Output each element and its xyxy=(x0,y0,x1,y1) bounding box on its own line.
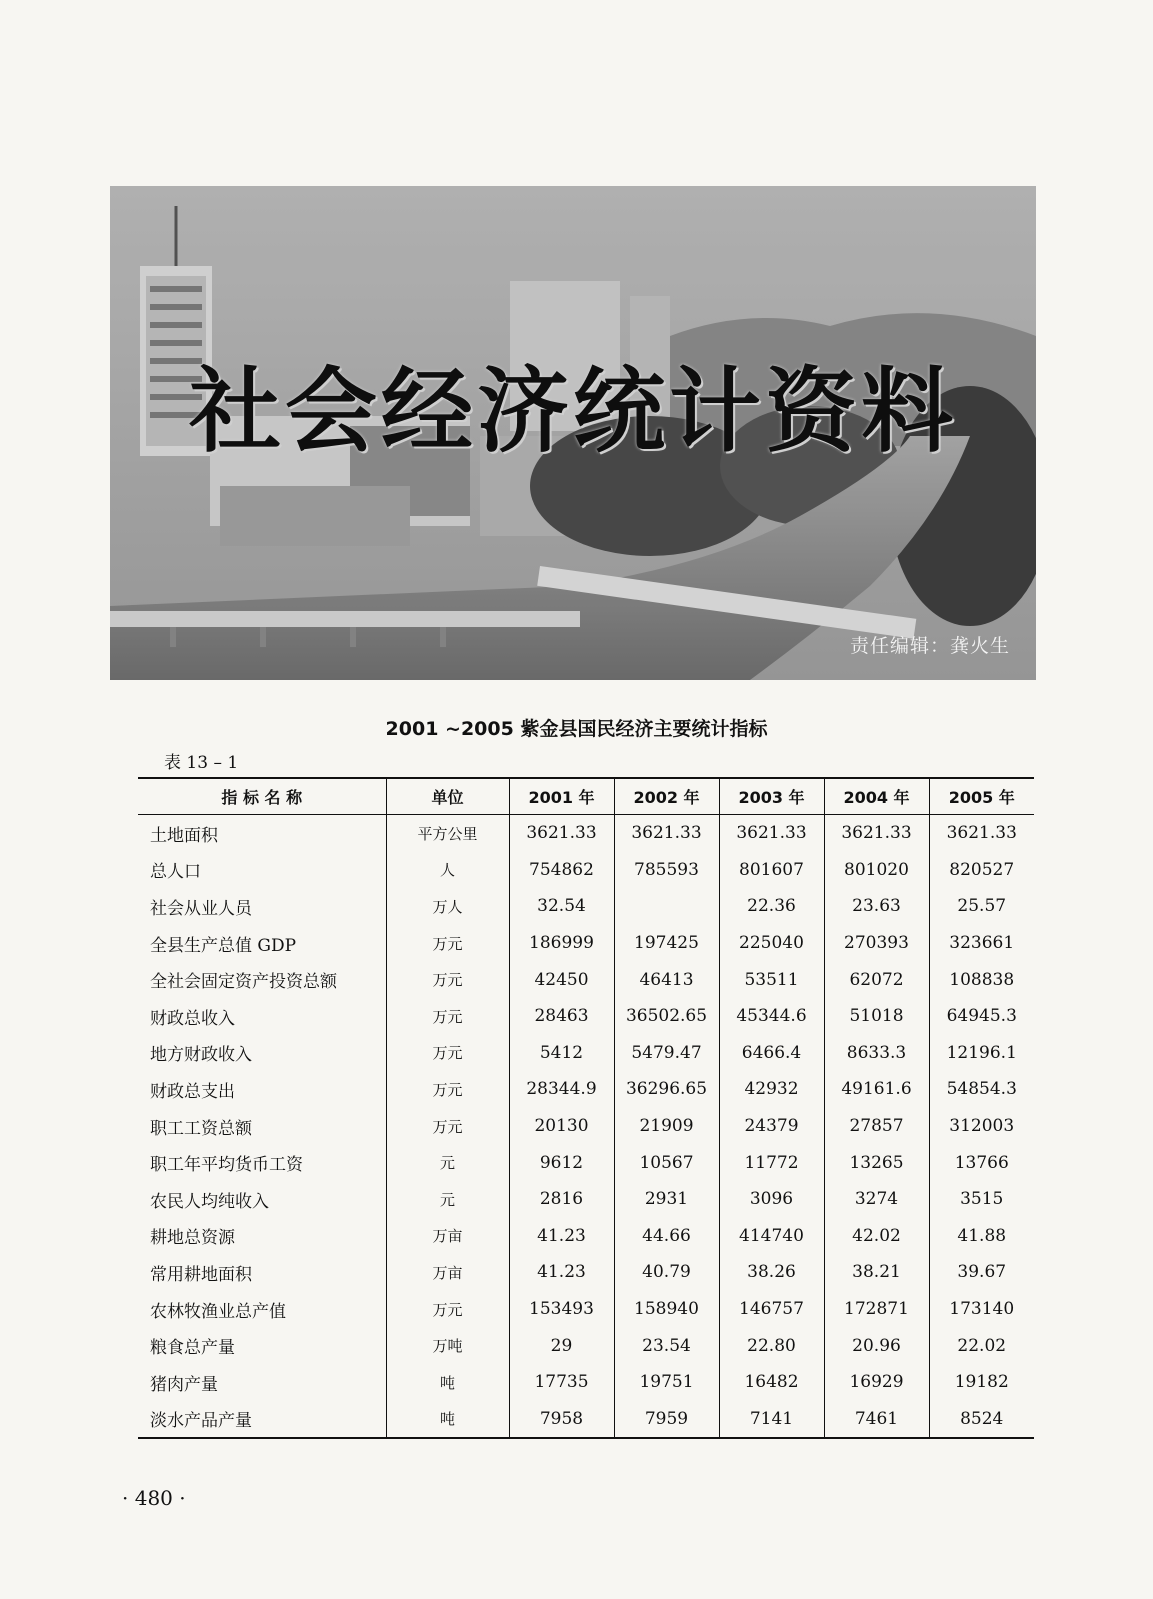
cell-value-2003: 3096 xyxy=(719,1181,824,1218)
cell-indicator-name: 财政总收入 xyxy=(150,1008,235,1029)
cell-unit: 元 xyxy=(386,1181,509,1218)
cell-indicator-name: 总人口 xyxy=(150,862,201,883)
table-row xyxy=(138,1144,1034,1181)
cell-value-2004: 23.63 xyxy=(824,888,929,925)
cell-value-2003: 42932 xyxy=(719,1071,824,1108)
cell-value-2002: 785593 xyxy=(614,852,719,889)
table-row xyxy=(138,1291,1034,1328)
table-row xyxy=(138,815,1034,852)
cell-value-2001: 153493 xyxy=(509,1291,614,1328)
cell-unit: 万元 xyxy=(386,1291,509,1328)
cell-unit: 万亩 xyxy=(386,1254,509,1291)
cell-value-2001: 7958 xyxy=(509,1401,614,1439)
cell-value-2004: 27857 xyxy=(824,1108,929,1145)
cell-unit: 万元 xyxy=(386,1071,509,1108)
cell-value-2002: 46413 xyxy=(614,961,719,998)
table-row xyxy=(138,1401,1034,1439)
cell-value-2001: 2816 xyxy=(509,1181,614,1218)
header-year-2001: 2001 年 xyxy=(509,778,614,815)
cell-indicator-name: 地方财政收入 xyxy=(150,1045,252,1066)
cell-value-2001: 5412 xyxy=(509,1035,614,1072)
cell-value-2002: 36502.65 xyxy=(614,998,719,1035)
cell-value-2002: 40.79 xyxy=(614,1254,719,1291)
cell-value-2003: 11772 xyxy=(719,1144,824,1181)
table-row xyxy=(138,1108,1034,1145)
cell-value-2004: 38.21 xyxy=(824,1254,929,1291)
header-year-2005: 2005 年 xyxy=(929,778,1034,815)
cell-indicator-name: 耕地总资源 xyxy=(150,1228,235,1249)
cell-unit: 万吨 xyxy=(386,1327,509,1364)
cell-value-2002: 21909 xyxy=(614,1108,719,1145)
cell-value-2001: 28344.9 xyxy=(509,1071,614,1108)
banner-photo xyxy=(110,186,1036,680)
table-row xyxy=(138,888,1034,925)
cell-value-2003: 16482 xyxy=(719,1364,824,1401)
cell-value-2003: 22.36 xyxy=(719,888,824,925)
cell-value-2001: 17735 xyxy=(509,1364,614,1401)
cell-value-2004: 270393 xyxy=(824,925,929,962)
cell-value-2005: 312003 xyxy=(929,1108,1034,1145)
cell-unit: 吨 xyxy=(386,1401,509,1439)
table-number: 表 13 – 1 xyxy=(164,753,239,773)
cell-value-2001: 3621.33 xyxy=(509,815,614,852)
cell-value-2004: 62072 xyxy=(824,961,929,998)
cell-value-2005: 323661 xyxy=(929,925,1034,962)
table-row xyxy=(138,961,1034,998)
cell-indicator-name: 土地面积 xyxy=(150,825,218,846)
cell-value-2001: 29 xyxy=(509,1327,614,1364)
cell-unit: 吨 xyxy=(386,1364,509,1401)
header-indicator-name: 指 标 名 称 xyxy=(138,778,386,815)
cell-value-2003: 7141 xyxy=(719,1401,824,1439)
cell-unit: 万元 xyxy=(386,1035,509,1072)
cell-value-2005: 39.67 xyxy=(929,1254,1034,1291)
header-year-2003: 2003 年 xyxy=(719,778,824,815)
table-title: 2001 ~2005 紫金县国民经济主要统计指标 xyxy=(385,718,768,740)
cell-value-2005: 12196.1 xyxy=(929,1035,1034,1072)
editor-credit: 责任编辑：龚火生 xyxy=(849,635,1010,657)
cell-unit: 万亩 xyxy=(386,1218,509,1255)
cell-indicator-name: 猪肉产量 xyxy=(150,1374,218,1395)
cell-value-2004: 13265 xyxy=(824,1144,929,1181)
cell-value-2002: 5479.47 xyxy=(614,1035,719,1072)
cell-indicator-name: 农民人均纯收入 xyxy=(150,1191,269,1212)
table-row xyxy=(138,1071,1034,1108)
cell-unit: 万元 xyxy=(386,998,509,1035)
cell-unit: 人 xyxy=(386,852,509,889)
cell-indicator-name: 全社会固定资产投资总额 xyxy=(150,972,337,993)
banner-title: 社会经济统计资料 xyxy=(188,358,957,465)
cell-value-2001: 42450 xyxy=(509,961,614,998)
cell-indicator-name: 财政总支出 xyxy=(150,1081,235,1102)
cell-value-2005: 54854.3 xyxy=(929,1071,1034,1108)
cell-value-2002: 2931 xyxy=(614,1181,719,1218)
cell-unit: 元 xyxy=(386,1144,509,1181)
table-row xyxy=(138,1254,1034,1291)
cell-value-2002: 44.66 xyxy=(614,1218,719,1255)
cell-value-2004: 3274 xyxy=(824,1181,929,1218)
cell-value-2001: 32.54 xyxy=(509,888,614,925)
cell-value-2004: 51018 xyxy=(824,998,929,1035)
cell-value-2003: 6466.4 xyxy=(719,1035,824,1072)
cell-value-2005: 173140 xyxy=(929,1291,1034,1328)
cell-value-2004: 7461 xyxy=(824,1401,929,1439)
cell-value-2002: 23.54 xyxy=(614,1327,719,1364)
cell-indicator-name: 全县生产总值 GDP xyxy=(150,935,297,956)
cell-unit: 平方公里 xyxy=(386,815,509,852)
page-number: · 480 · xyxy=(122,1486,186,1510)
cell-value-2003: 45344.6 xyxy=(719,998,824,1035)
cell-indicator-name: 农林牧渔业总产值 xyxy=(150,1301,286,1322)
cell-indicator-name: 淡水产品产量 xyxy=(150,1411,252,1432)
cell-value-2002: 7959 xyxy=(614,1401,719,1439)
cell-value-2003: 225040 xyxy=(719,925,824,962)
cell-value-2005: 64945.3 xyxy=(929,998,1034,1035)
cell-indicator-name: 职工年平均货币工资 xyxy=(150,1155,303,1176)
table-row xyxy=(138,852,1034,889)
cell-value-2005: 25.57 xyxy=(929,888,1034,925)
cell-value-2005: 13766 xyxy=(929,1144,1034,1181)
cell-value-2002: 19751 xyxy=(614,1364,719,1401)
cell-value-2005: 820527 xyxy=(929,852,1034,889)
table-row xyxy=(138,998,1034,1035)
statistics-table xyxy=(138,777,1034,1439)
cell-indicator-name: 职工工资总额 xyxy=(150,1118,252,1139)
cell-value-2003: 3621.33 xyxy=(719,815,824,852)
cell-value-2005: 22.02 xyxy=(929,1327,1034,1364)
cell-value-2004: 42.02 xyxy=(824,1218,929,1255)
cell-value-2005: 19182 xyxy=(929,1364,1034,1401)
cell-unit: 万元 xyxy=(386,1108,509,1145)
cell-indicator-name: 常用耕地面积 xyxy=(150,1264,252,1285)
cell-value-2005: 3515 xyxy=(929,1181,1034,1218)
table-row xyxy=(138,1035,1034,1072)
cell-value-2004: 8633.3 xyxy=(824,1035,929,1072)
header-year-2004: 2004 年 xyxy=(824,778,929,815)
header-unit: 单位 xyxy=(386,778,509,815)
cell-value-2003: 53511 xyxy=(719,961,824,998)
table-row xyxy=(138,1218,1034,1255)
cell-value-2004: 3621.33 xyxy=(824,815,929,852)
cell-value-2003: 146757 xyxy=(719,1291,824,1328)
table-header-row xyxy=(138,778,1034,815)
cell-unit: 万元 xyxy=(386,925,509,962)
cell-value-2004: 16929 xyxy=(824,1364,929,1401)
cell-value-2002: 36296.65 xyxy=(614,1071,719,1108)
cell-value-2002 xyxy=(614,888,719,925)
cell-value-2004: 49161.6 xyxy=(824,1071,929,1108)
cell-value-2001: 9612 xyxy=(509,1144,614,1181)
cell-value-2002: 158940 xyxy=(614,1291,719,1328)
cell-value-2002: 10567 xyxy=(614,1144,719,1181)
cell-value-2004: 172871 xyxy=(824,1291,929,1328)
cell-value-2003: 414740 xyxy=(719,1218,824,1255)
cell-value-2003: 22.80 xyxy=(719,1327,824,1364)
cell-value-2003: 38.26 xyxy=(719,1254,824,1291)
cell-value-2005: 8524 xyxy=(929,1401,1034,1439)
cell-unit: 万元 xyxy=(386,961,509,998)
cell-value-2001: 186999 xyxy=(509,925,614,962)
table-row xyxy=(138,925,1034,962)
cell-value-2005: 3621.33 xyxy=(929,815,1034,852)
table-row xyxy=(138,1327,1034,1364)
cell-indicator-name: 粮食总产量 xyxy=(150,1338,235,1359)
cell-value-2001: 41.23 xyxy=(509,1254,614,1291)
cell-value-2001: 41.23 xyxy=(509,1218,614,1255)
cell-value-2001: 20130 xyxy=(509,1108,614,1145)
header-year-2002: 2002 年 xyxy=(614,778,719,815)
cell-value-2004: 801020 xyxy=(824,852,929,889)
cell-value-2002: 3621.33 xyxy=(614,815,719,852)
cell-value-2005: 108838 xyxy=(929,961,1034,998)
cell-value-2003: 24379 xyxy=(719,1108,824,1145)
cell-value-2003: 801607 xyxy=(719,852,824,889)
table-row xyxy=(138,1364,1034,1401)
cell-indicator-name: 社会从业人员 xyxy=(150,898,252,919)
cell-value-2001: 754862 xyxy=(509,852,614,889)
cell-value-2004: 20.96 xyxy=(824,1327,929,1364)
cell-unit: 万人 xyxy=(386,888,509,925)
cell-value-2002: 197425 xyxy=(614,925,719,962)
cell-value-2005: 41.88 xyxy=(929,1218,1034,1255)
table-row xyxy=(138,1181,1034,1218)
cell-value-2001: 28463 xyxy=(509,998,614,1035)
